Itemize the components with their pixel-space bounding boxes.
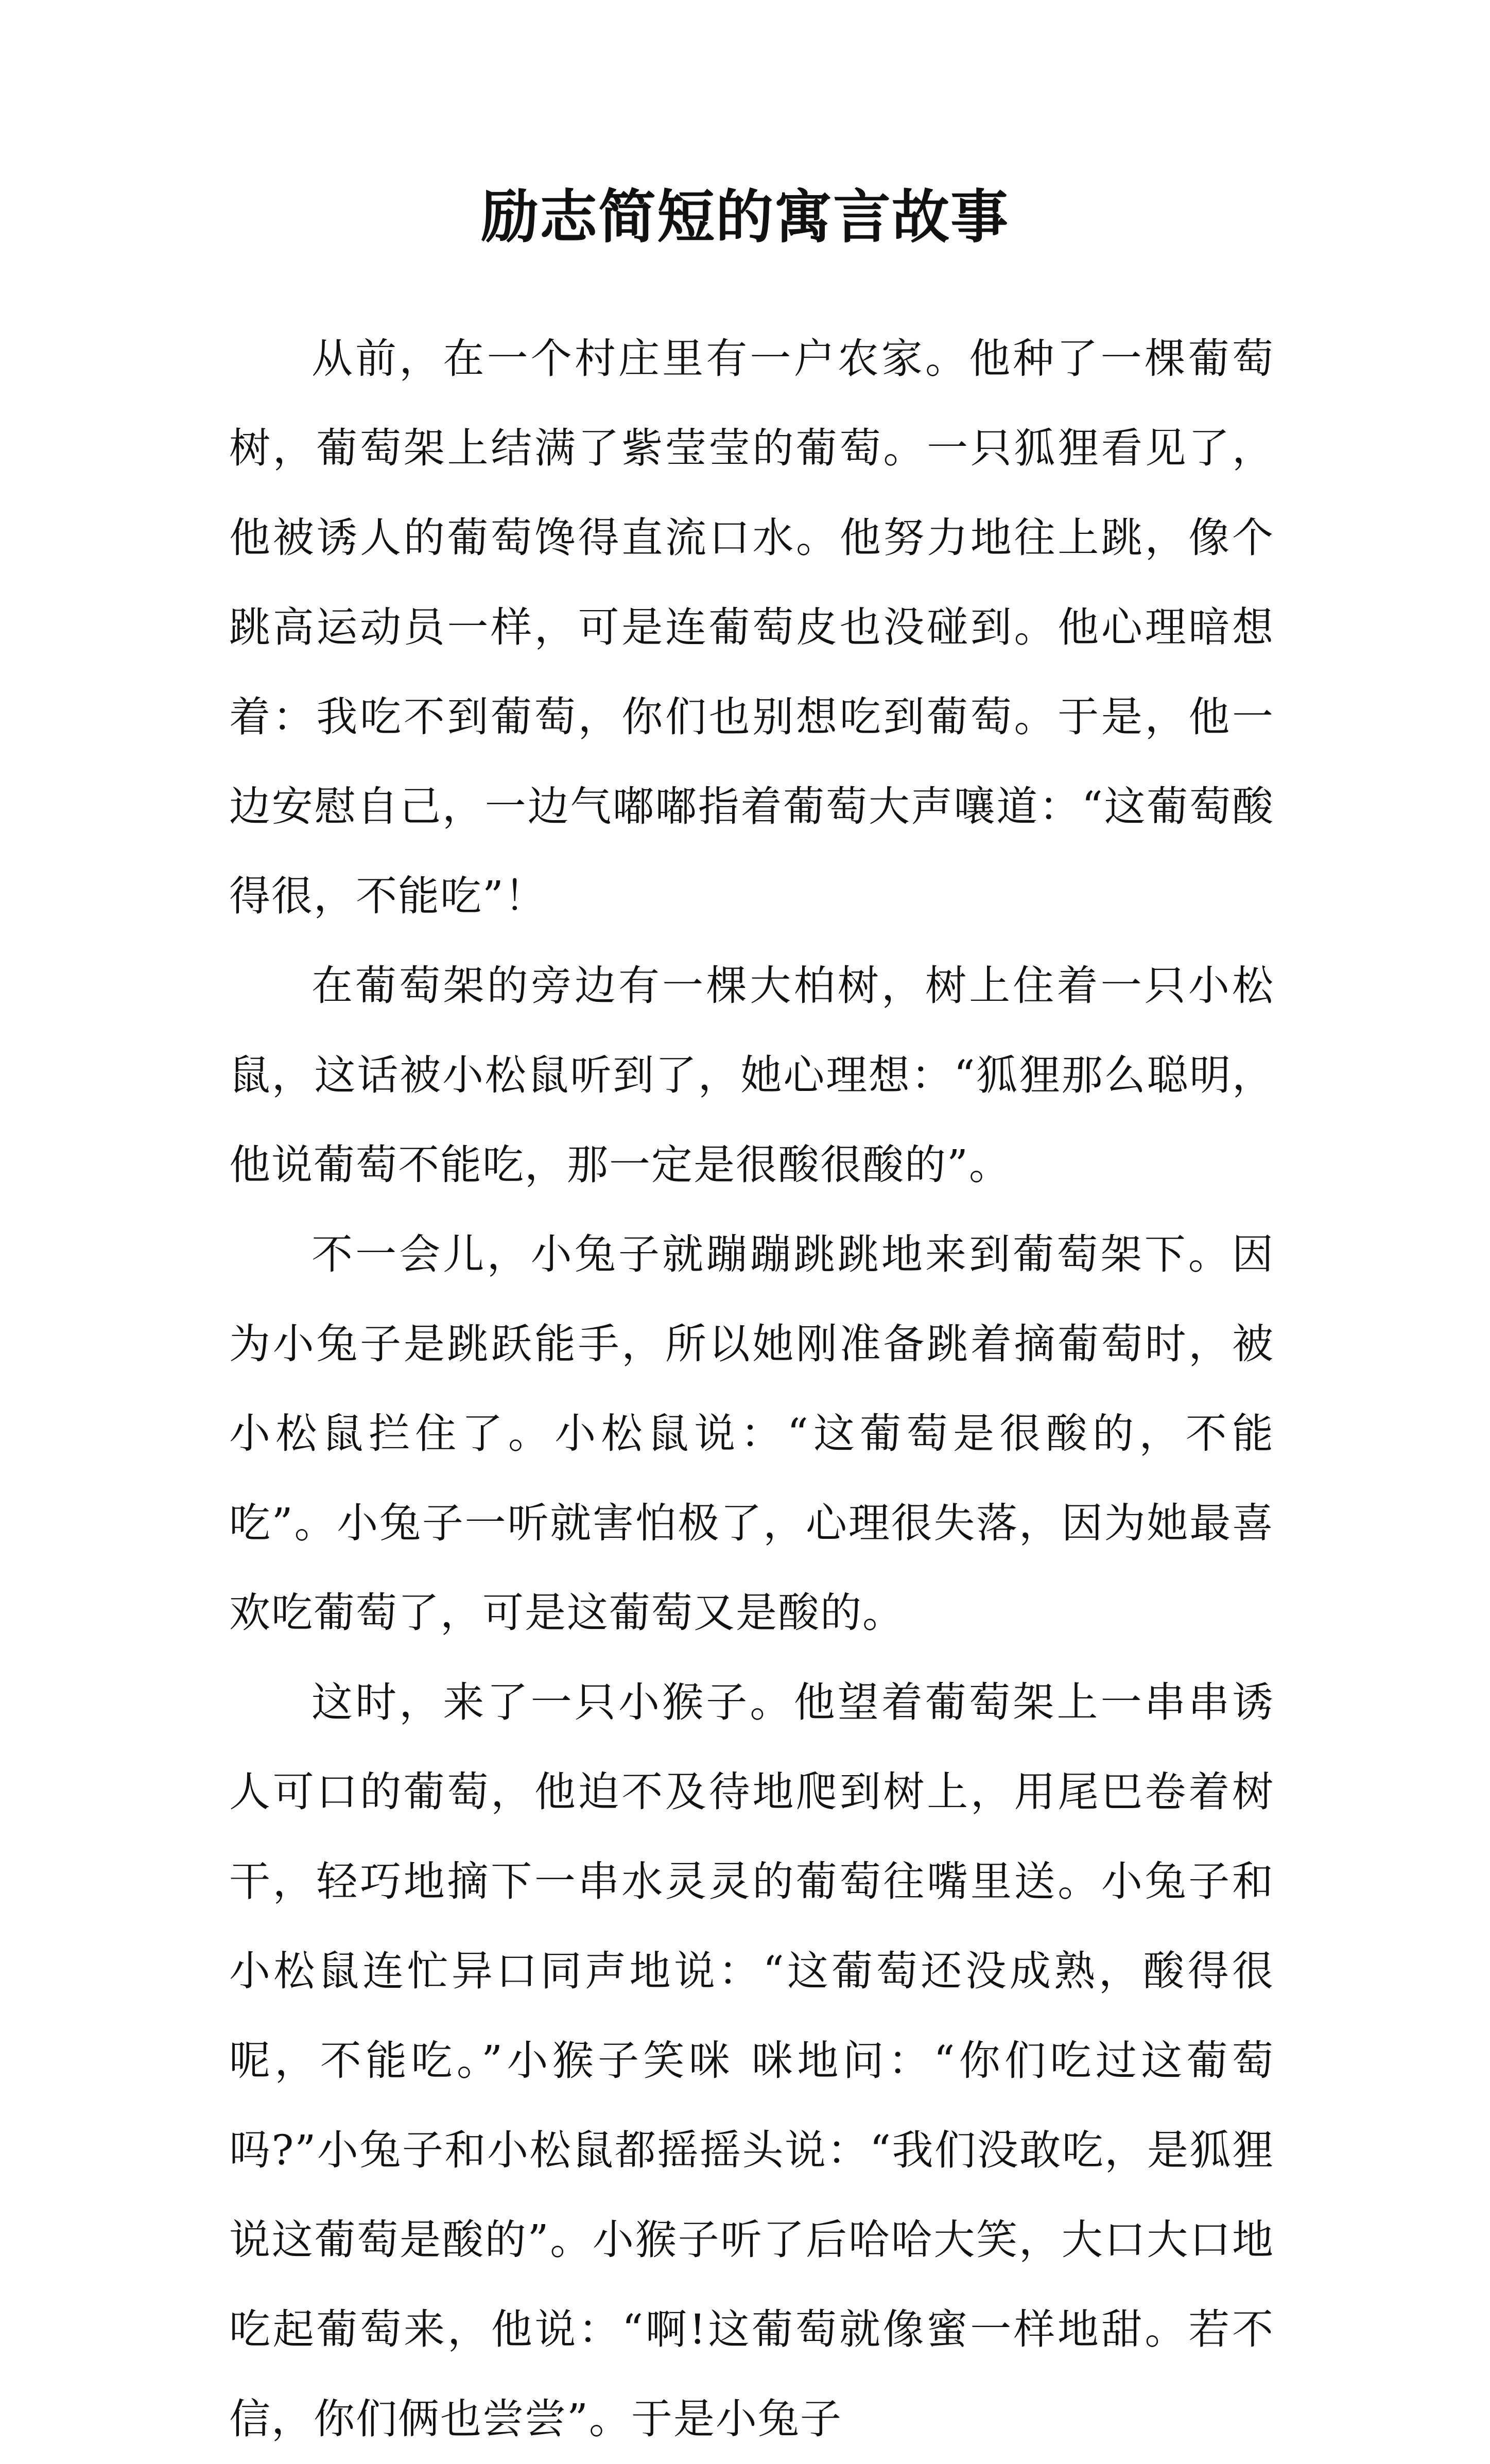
paragraph-2: 在葡萄架的旁边有一棵大柏树，树上住着一只小松鼠，这话被小松鼠听到了，她心理想：“狐狸那么聪明，他说葡萄不能吃，那一定是很酸很酸的”。 (229, 962, 1274, 1189)
document-title: 励志简短的寓言故事 (481, 183, 1009, 251)
paragraph-4: 这时，来了一只小猴子。他望着葡萄架上一串串诱人可口的葡萄，他迫不及待地爬到树上，用尾巴卷着树干，轻巧地摘下一串水灵灵的葡萄往嘴里送。小兔子和小松鼠连忙异口同声地说：“这葡萄还没成熟，酸得很呢，不能吃。”小猴子笑咪 咪地问：“你们吃过这葡萄吗?”小兔子和小松鼠都摇摇头说：“我们没敢吃，是狐狸说这葡萄是酸的”。小猴子听了后哈哈大笑，大口大口地吃起葡萄来，他说：“啊!这葡萄就像蜜一样地甜。若不信，你们俩也尝尝”。于是小兔子 (229, 1678, 1274, 2443)
paragraph-1: 从前，在一个村庄里有一户农家。他种了一棵葡萄树，葡萄架上结满了紫莹莹的葡萄。一只狐狸看见了，他被诱人的葡萄馋得直流口水。他努力地往上跳，像个跳高运动员一样，可是连葡萄皮也没碰到。他心理暗想着：我吃不到葡萄，你们也别想吃到葡萄。于是，他一边安慰自己，一边气嘟嘟指着葡萄大声嚷道：“这葡萄酸得很，不能吃”！ (229, 335, 1274, 920)
paragraph-3: 不一会儿，小兔子就蹦蹦跳跳地来到葡萄架下。因为小兔子是跳跃能手，所以她刚准备跳着摘葡萄时，被小松鼠拦住了。小松鼠说：“这葡萄是很酸的，不能吃”。小兔子一听就害怕极了，心理很失落，因为她最喜欢吃葡萄了，可是这葡萄又是酸的。 (229, 1230, 1274, 1637)
document-body (229, 314, 1274, 2464)
